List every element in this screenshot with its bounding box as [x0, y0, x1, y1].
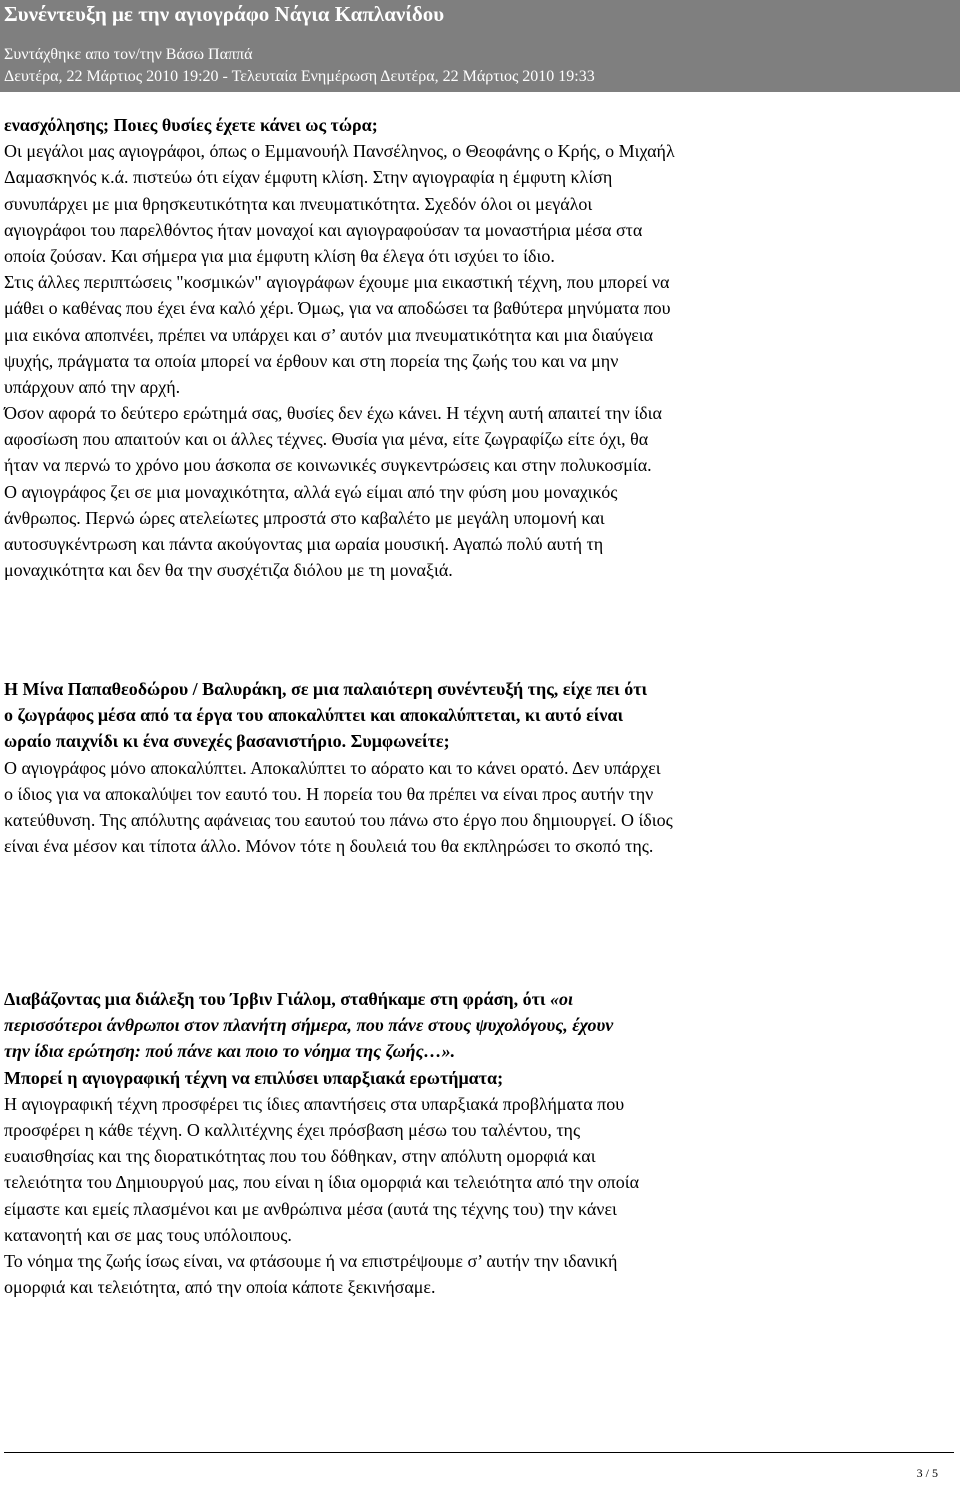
- quote-line: περισσότεροι άνθρωποι στον πλανήτη σήμερα, που πάνε στους ψυχολόγους, έχουν: [4, 1015, 614, 1036]
- text-line: συνυπάρχει με μια θρησκευτικότητα και πνευματικότητα. Σχεδόν όλοι οι μεγάλοι: [4, 193, 593, 214]
- text-line: ψυχής, πράγματα τα οποία μπορεί να έρθουν και στη πορεία της ζωής του και να μην: [4, 350, 619, 371]
- answer-line: είναι ένα μέσον και τίποτα άλλο. Μόνον τότε η δουλειά του θα εκπληρώσει το σκοπό της.: [4, 836, 654, 857]
- text-line: Όσον αφορά το δεύτερο ερώτημά σας, θυσίες δεν έχω κάνει. Η τέχνη αυτή απαιτεί την ίδια: [4, 403, 662, 424]
- text-line: Στις άλλες περιπτώσεις "κοσμικών" αγιογράφων έχουμε μια εικαστική τέχνη, που μπορεί να: [4, 272, 670, 293]
- text-line: Δαμασκηνός κ.ά. πιστεύω ότι είχαν έμφυτη κλίση. Στην αγιογραφία η έμφυτη κλίση: [4, 167, 613, 188]
- text-line: αγιογράφοι του παρελθόντος ήταν μοναχοί και αγιογραφούσαν τα μοναστήρια μέσα στα: [4, 219, 643, 240]
- answer-line: ομορφιά και τελειότητα, από την οποία κάποτε ξεκινήσαμε.: [4, 1277, 436, 1298]
- answer-line: προσφέρει η κάθε τέχνη. Ο καλλιτέχνης έχει πρόσβαση μέσω του ταλέντου, της: [4, 1119, 581, 1140]
- answer-line: κατεύθυνση. Της απόλυτης αφάνειας του εαυτού του πάνω στο έργο που δημιουργεί. Ο ίδιος: [4, 809, 673, 830]
- answer-section-1: [4, 112, 954, 583]
- text-line: μια εικόνα αποπνέει, πρέπει να υπάρχει και σ’ αυτόν μια πνευματικότητα και μια διαύγεια: [4, 324, 654, 345]
- question-line: ο ζωγράφος μέσα από τα έργα του αποκαλύπτει και αποκαλύπτεται, κι αυτό είναι: [4, 705, 624, 726]
- page-number: 3 / 5: [916, 1466, 938, 1480]
- page-header: [0, 0, 960, 92]
- answer-line: είμαστε και εμείς πλασμένοι και με ανθρώπινα μέσα (αυτά της τέχνης του) την κάνει: [4, 1198, 617, 1219]
- text-line: αφοσίωση που απαιτούν και οι άλλες τέχνες. Θυσία για μένα, είτε ζωγραφίζω είτε όχι, θα: [4, 429, 649, 450]
- question-line: ενασχόλησης; Ποιες θυσίες έχετε κάνει ως τώρα;: [4, 115, 378, 135]
- text-line: μοναχικότητα και δεν θα την συσχέτιζα διόλου με τη μοναξιά.: [4, 560, 453, 581]
- text-line: ήταν να περνώ το χρόνο μου άσκοπα σε κοινωνικές συγκεντρώσεις και στην πολυκοσμία.: [4, 455, 652, 476]
- answer-line: ο ίδιος για να αποκαλύψει τον εαυτό του. Η πορεία του θα πρέπει να είναι προς αυτήν την: [4, 783, 654, 804]
- question-line: Μπορεί η αγιογραφική τέχνη να επιλύσει υπαρξιακά ερωτήματα;: [4, 1067, 504, 1088]
- answer-line: Το νόημα της ζωής ίσως είναι, να φτάσουμε ή να επιστρέψουμε σ’ αυτήν την ιδανική: [4, 1250, 618, 1271]
- text-line: οποία ζούσαν. Και σήμερα για μια έμφυτη κλίση θα έλεγα ότι ισχύει το ίδιο.: [4, 245, 555, 266]
- text-line: άνθρωπος. Περνώ ώρες ατελείωτες μπροστά στο καβαλέτο με μεγάλη υπομονή και: [4, 507, 605, 528]
- answer-line: Η αγιογραφική τέχνη προσφέρει τις ίδιες απαντήσεις στα υπαρξιακά προβλήματα που: [4, 1093, 625, 1114]
- text-line: Οι μεγάλοι μας αγιογράφοι, όπως ο Εμμανουήλ Πανσέληνος, ο Θεοφάνης ο Κρής, ο Μιχαήλ: [4, 141, 675, 162]
- question-line: ωραίο παιχνίδι κι ένα συνεχές βασανιστήριο. Συμφωνείτε;: [4, 731, 450, 752]
- interview-section-3: [4, 986, 954, 1300]
- question-line: Η Μίνα Παπαθεοδώρου / Βαλυράκη, σε μια παλαιότερη συνέντευξή της, είχε πει ότι: [4, 679, 648, 699]
- answer-line: ευαισθησίας και της διορατικότητας που του δόθηκαν, στην απόλυτη ομορφιά και: [4, 1146, 596, 1167]
- footer-divider: [4, 1452, 954, 1453]
- answer-line: Ο αγιογράφος μόνο αποκαλύπτει. Αποκαλύπτει το αόρατο και το κάνει ορατό. Δεν υπάρχει: [4, 757, 661, 778]
- question-intro: Διαβάζοντας μια διάλεξη του Ίρβιν Γιάλομ, σταθήκαμε στη φράση, ότι: [4, 989, 550, 1009]
- article-dates: Δευτέρα, 22 Μάρτιος 2010 19:20 - Τελευταία Ενημέρωση Δευτέρα, 22 Μάρτιος 2010 19:33: [4, 68, 595, 85]
- question-line: [4, 986, 954, 1012]
- answer-line: κατανοητή και σε μας τους υπόλοιπους.: [4, 1224, 292, 1245]
- article-title: Συνέντευξη με την αγιογράφο Νάγια Καπλανίδου: [4, 2, 445, 26]
- quote-line: την ίδια ερώτηση: πού πάνε και ποιο το νόημα της ζωής…».: [4, 1041, 456, 1062]
- interview-section-2: [4, 676, 954, 859]
- answer-line: τελειότητα του Δημιουργού μας, που είναι η ίδια ομορφιά και τελειότητα από την οποία: [4, 1172, 640, 1193]
- text-line: αυτοσυγκέντρωση και πάντα ακούγοντας μια ωραία μουσική. Αγαπώ πολύ αυτή τη: [4, 534, 604, 554]
- text-line: μάθει ο καθένας που έχει ένα καλό χέρι. Όμως, για να αποδώσει τα βαθύτερα μηνύματα που: [4, 298, 671, 319]
- text-line: Ο αγιογράφος ζει σε μια μοναχικότητα, αλλά εγώ είμαι από την φύση μου μοναχικός: [4, 481, 618, 502]
- text-line: υπάρχουν από την αρχή.: [4, 376, 181, 397]
- quote-start: «οι: [550, 989, 574, 1009]
- article-author: Συντάχθηκε απο τον/την Βάσω Παππά: [4, 46, 253, 63]
